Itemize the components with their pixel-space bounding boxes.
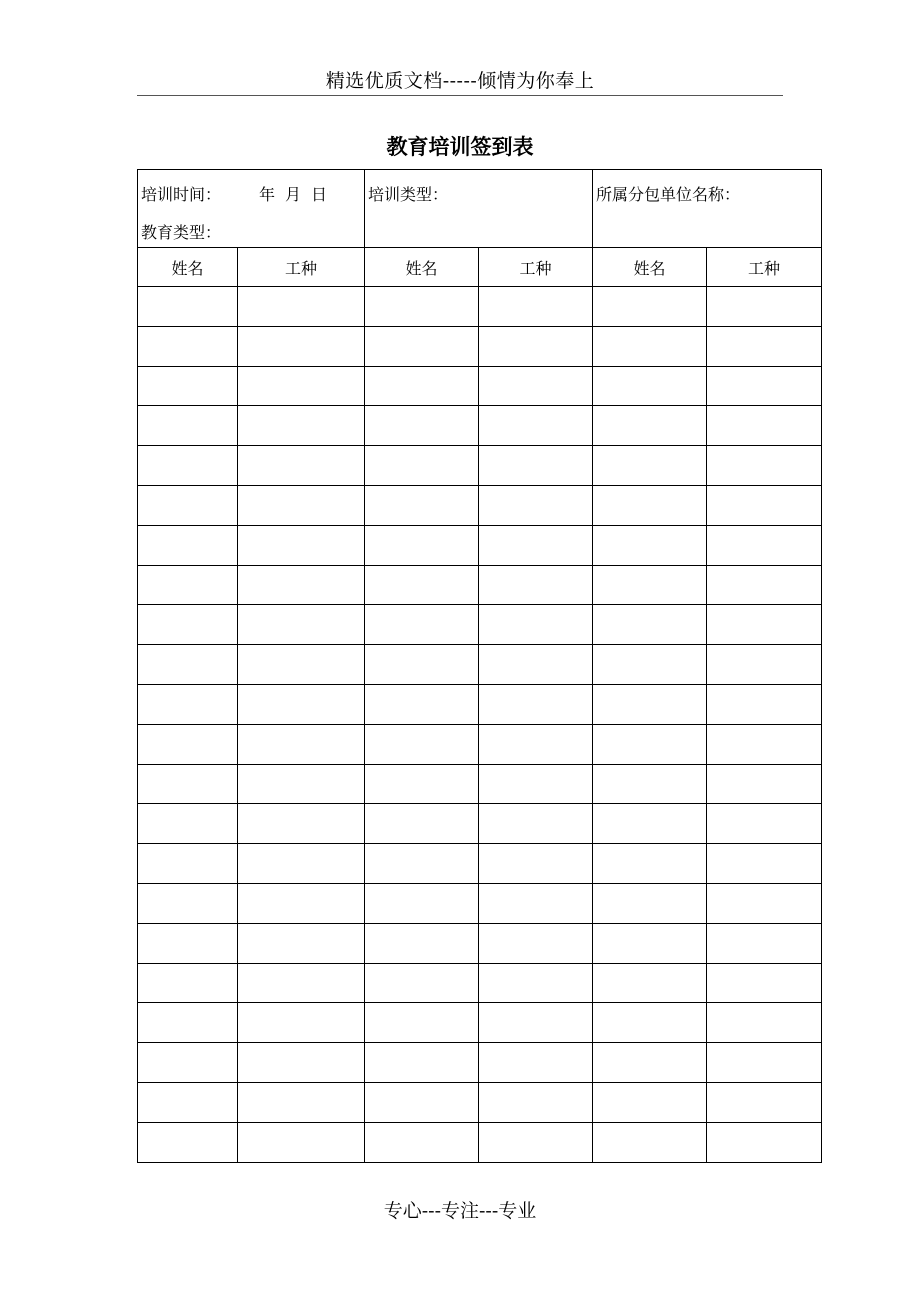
table-row <box>138 844 822 884</box>
trade-entry-cell[interactable] <box>479 326 593 366</box>
trade-entry-cell[interactable] <box>707 1003 822 1043</box>
column-header-name: 姓名 <box>593 248 707 287</box>
name-entry-cell[interactable] <box>593 724 707 764</box>
trade-entry-cell[interactable] <box>707 963 822 1003</box>
trade-entry-cell[interactable] <box>238 605 365 645</box>
name-entry-cell[interactable] <box>593 645 707 685</box>
trade-entry-cell[interactable] <box>479 446 593 486</box>
trade-entry-cell[interactable] <box>238 525 365 565</box>
name-entry-cell[interactable] <box>593 1043 707 1083</box>
trade-entry-cell[interactable] <box>707 525 822 565</box>
name-entry-cell[interactable] <box>138 406 238 446</box>
name-entry-cell[interactable] <box>593 804 707 844</box>
trade-entry-cell[interactable] <box>707 565 822 605</box>
name-entry-cell[interactable] <box>593 565 707 605</box>
trade-entry-cell[interactable] <box>238 406 365 446</box>
name-entry-cell[interactable] <box>365 1082 479 1122</box>
trade-entry-cell[interactable] <box>238 764 365 804</box>
trade-entry-cell[interactable] <box>707 804 822 844</box>
table-row <box>138 923 822 963</box>
table-row <box>138 565 822 605</box>
name-entry-cell[interactable] <box>365 963 479 1003</box>
document-title: 教育培训签到表 <box>386 135 534 159</box>
name-entry-cell[interactable] <box>593 485 707 525</box>
subcontractor-label: 所属分包单位名称： <box>596 185 741 204</box>
table-row <box>138 724 822 764</box>
table-row <box>138 326 822 366</box>
education-type-label: 教育类型： <box>141 223 222 242</box>
name-entry-cell[interactable] <box>138 645 238 685</box>
name-entry-cell[interactable] <box>138 1082 238 1122</box>
time-and-education-cell <box>138 170 365 248</box>
name-entry-cell[interactable] <box>138 605 238 645</box>
table-row <box>138 366 822 406</box>
name-entry-cell[interactable] <box>138 963 238 1003</box>
table-row <box>138 287 822 327</box>
trade-entry-cell[interactable] <box>479 645 593 685</box>
trade-entry-cell[interactable] <box>238 565 365 605</box>
subcontractor-cell <box>593 170 822 248</box>
training-type-cell <box>365 170 593 248</box>
day-label: 日 <box>311 185 328 204</box>
name-entry-cell[interactable] <box>593 525 707 565</box>
training-time-label: 培训时间： <box>141 185 222 204</box>
name-entry-cell[interactable] <box>593 764 707 804</box>
trade-entry-cell[interactable] <box>707 684 822 724</box>
column-header-trade: 工种 <box>707 248 822 287</box>
name-entry-cell[interactable] <box>593 446 707 486</box>
trade-entry-cell[interactable] <box>707 406 822 446</box>
trade-entry-cell[interactable] <box>238 804 365 844</box>
trade-entry-cell[interactable] <box>707 366 822 406</box>
month-label: 月 <box>285 185 302 204</box>
training-type-label: 培训类型： <box>368 185 449 204</box>
name-entry-cell[interactable] <box>593 684 707 724</box>
name-entry-cell[interactable] <box>365 326 479 366</box>
trade-entry-cell[interactable] <box>238 645 365 685</box>
name-entry-cell[interactable] <box>365 525 479 565</box>
training-time-line <box>138 185 364 205</box>
trade-entry-cell[interactable] <box>707 724 822 764</box>
name-entry-cell[interactable] <box>365 645 479 685</box>
trade-entry-cell[interactable] <box>238 724 365 764</box>
name-entry-cell[interactable] <box>138 525 238 565</box>
name-entry-cell[interactable] <box>365 883 479 923</box>
name-entry-cell[interactable] <box>365 485 479 525</box>
name-entry-cell[interactable] <box>365 287 479 327</box>
trade-entry-cell[interactable] <box>479 366 593 406</box>
table-row <box>138 1003 822 1043</box>
trade-entry-cell[interactable] <box>479 1122 593 1162</box>
trade-entry-cell[interactable] <box>707 1043 822 1083</box>
trade-entry-cell[interactable] <box>238 1043 365 1083</box>
table-row <box>138 764 822 804</box>
trade-entry-cell[interactable] <box>238 287 365 327</box>
trade-entry-cell[interactable] <box>479 485 593 525</box>
trade-entry-cell[interactable] <box>479 1082 593 1122</box>
name-entry-cell[interactable] <box>365 1122 479 1162</box>
page-header: 精选优质文档-----倾情为你奉上 <box>325 70 595 92</box>
name-entry-cell[interactable] <box>138 366 238 406</box>
trade-entry-cell[interactable] <box>707 605 822 645</box>
trade-entry-cell[interactable] <box>238 883 365 923</box>
page-footer: 专心---专注---专业 <box>383 1200 537 1222</box>
trade-entry-cell[interactable] <box>707 1082 822 1122</box>
trade-entry-cell[interactable] <box>238 326 365 366</box>
header-divider <box>137 95 783 96</box>
column-header-name: 姓名 <box>365 248 479 287</box>
table-row <box>138 446 822 486</box>
column-header-trade: 工种 <box>479 248 593 287</box>
name-entry-cell[interactable] <box>593 287 707 327</box>
table-row <box>138 1122 822 1162</box>
trade-entry-cell[interactable] <box>479 605 593 645</box>
name-entry-cell[interactable] <box>365 923 479 963</box>
name-entry-cell[interactable] <box>593 1082 707 1122</box>
trade-entry-cell[interactable] <box>479 923 593 963</box>
trade-entry-cell[interactable] <box>238 1122 365 1162</box>
name-entry-cell[interactable] <box>365 844 479 884</box>
table-row <box>138 684 822 724</box>
name-entry-cell[interactable] <box>138 724 238 764</box>
name-entry-cell[interactable] <box>365 724 479 764</box>
column-header-name: 姓名 <box>138 248 238 287</box>
column-header-trade: 工种 <box>238 248 365 287</box>
name-entry-cell[interactable] <box>593 844 707 884</box>
trade-entry-cell[interactable] <box>238 1003 365 1043</box>
name-entry-cell[interactable] <box>593 963 707 1003</box>
name-entry-cell[interactable] <box>593 605 707 645</box>
trade-entry-cell[interactable] <box>479 844 593 884</box>
trade-entry-cell[interactable] <box>707 287 822 327</box>
name-entry-cell[interactable] <box>138 1043 238 1083</box>
trade-entry-cell[interactable] <box>479 287 593 327</box>
trade-entry-cell[interactable] <box>707 1122 822 1162</box>
trade-entry-cell[interactable] <box>707 446 822 486</box>
name-entry-cell[interactable] <box>138 1003 238 1043</box>
name-entry-cell[interactable] <box>593 1003 707 1043</box>
table-row <box>138 605 822 645</box>
trade-entry-cell[interactable] <box>707 326 822 366</box>
trade-entry-cell[interactable] <box>479 565 593 605</box>
name-entry-cell[interactable] <box>365 684 479 724</box>
table-row <box>138 1043 822 1083</box>
sign-in-table <box>137 169 822 1163</box>
trade-entry-cell[interactable] <box>707 485 822 525</box>
trade-entry-cell[interactable] <box>238 684 365 724</box>
trade-entry-cell[interactable] <box>707 883 822 923</box>
name-entry-cell[interactable] <box>365 605 479 645</box>
table-row <box>138 645 822 685</box>
name-entry-cell[interactable] <box>365 804 479 844</box>
name-entry-cell[interactable] <box>365 1043 479 1083</box>
trade-entry-cell[interactable] <box>707 645 822 685</box>
name-entry-cell[interactable] <box>138 764 238 804</box>
name-entry-cell[interactable] <box>138 883 238 923</box>
table-row <box>138 406 822 446</box>
name-entry-cell[interactable] <box>593 923 707 963</box>
info-row <box>138 170 822 248</box>
name-entry-cell[interactable] <box>365 1003 479 1043</box>
name-entry-cell[interactable] <box>138 844 238 884</box>
table-row <box>138 963 822 1003</box>
trade-entry-cell[interactable] <box>479 764 593 804</box>
trade-entry-cell[interactable] <box>238 1082 365 1122</box>
trade-entry-cell[interactable] <box>238 485 365 525</box>
name-entry-cell[interactable] <box>138 485 238 525</box>
date-fields <box>259 185 337 204</box>
column-header-row <box>138 248 822 287</box>
year-label: 年 <box>259 185 276 204</box>
trade-entry-cell[interactable] <box>479 963 593 1003</box>
name-entry-cell[interactable] <box>138 1122 238 1162</box>
table-row <box>138 525 822 565</box>
name-entry-cell[interactable] <box>593 1122 707 1162</box>
name-entry-cell[interactable] <box>365 446 479 486</box>
name-entry-cell[interactable] <box>593 406 707 446</box>
name-entry-cell[interactable] <box>365 406 479 446</box>
trade-entry-cell[interactable] <box>479 883 593 923</box>
name-entry-cell[interactable] <box>365 764 479 804</box>
name-entry-cell[interactable] <box>138 804 238 844</box>
name-entry-cell[interactable] <box>138 923 238 963</box>
table-row <box>138 485 822 525</box>
name-entry-cell[interactable] <box>138 446 238 486</box>
name-entry-cell[interactable] <box>593 326 707 366</box>
trade-entry-cell[interactable] <box>479 1003 593 1043</box>
trade-entry-cell[interactable] <box>238 923 365 963</box>
trade-entry-cell[interactable] <box>479 684 593 724</box>
trade-entry-cell[interactable] <box>479 724 593 764</box>
trade-entry-cell[interactable] <box>479 1043 593 1083</box>
trade-entry-cell[interactable] <box>479 406 593 446</box>
name-entry-cell[interactable] <box>365 565 479 605</box>
trade-entry-cell[interactable] <box>707 764 822 804</box>
name-entry-cell[interactable] <box>138 287 238 327</box>
trade-entry-cell[interactable] <box>707 923 822 963</box>
trade-entry-cell[interactable] <box>238 366 365 406</box>
name-entry-cell[interactable] <box>138 326 238 366</box>
table-row <box>138 1082 822 1122</box>
trade-entry-cell[interactable] <box>238 446 365 486</box>
trade-entry-cell[interactable] <box>238 963 365 1003</box>
trade-entry-cell[interactable] <box>479 804 593 844</box>
name-entry-cell[interactable] <box>365 366 479 406</box>
name-entry-cell[interactable] <box>138 684 238 724</box>
trade-entry-cell[interactable] <box>238 844 365 884</box>
name-entry-cell[interactable] <box>593 883 707 923</box>
name-entry-cell[interactable] <box>138 565 238 605</box>
name-entry-cell[interactable] <box>593 366 707 406</box>
trade-entry-cell[interactable] <box>479 525 593 565</box>
table-row <box>138 804 822 844</box>
trade-entry-cell[interactable] <box>707 844 822 884</box>
table-row <box>138 883 822 923</box>
